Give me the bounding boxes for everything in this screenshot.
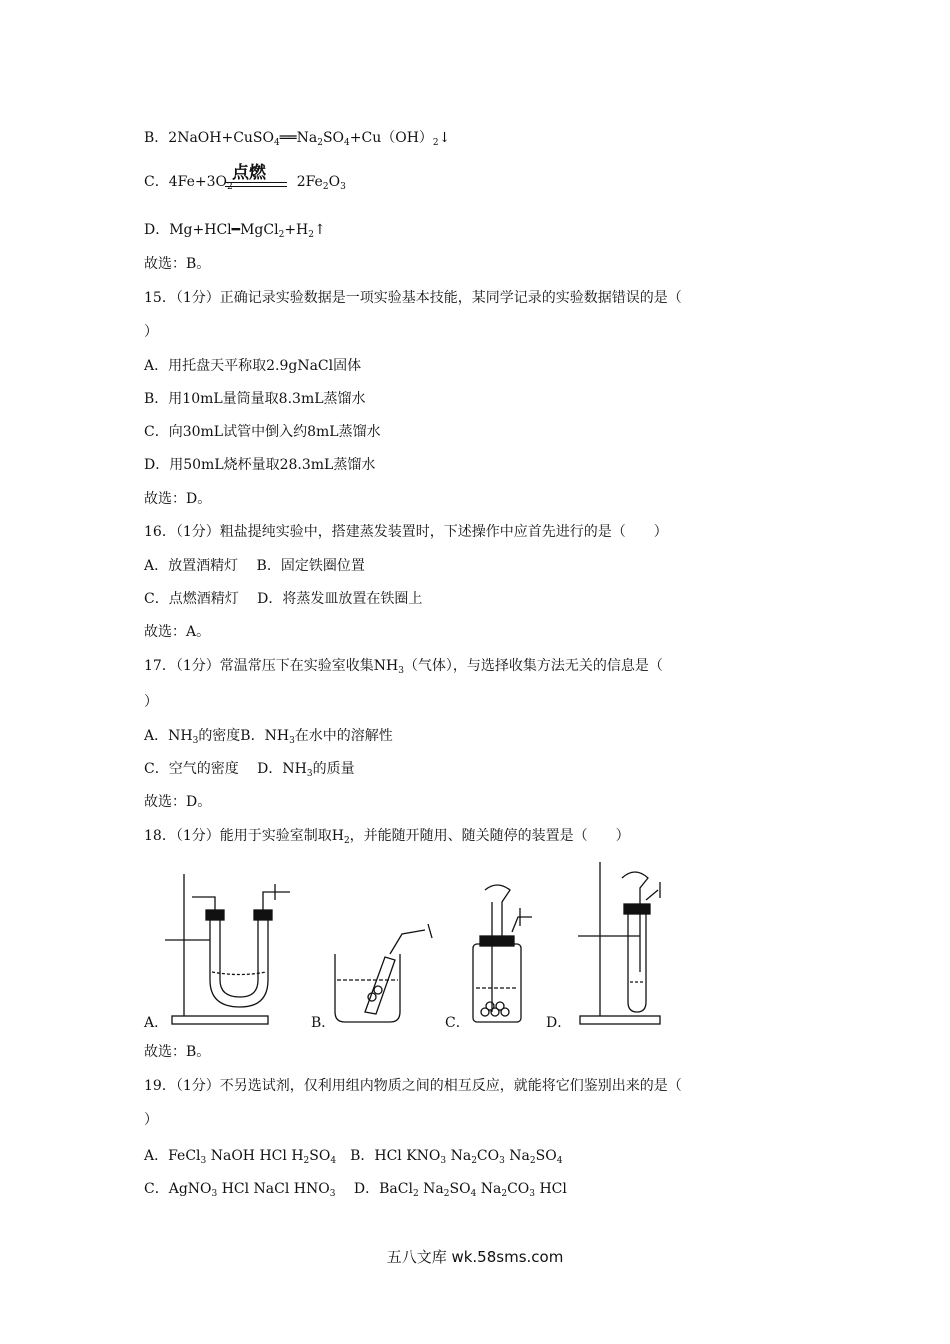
option-16ab: A．放置酒精灯 B．固定铁圈位置 — [144, 558, 365, 574]
option-17cd: C．空气的密度 D．$NH_3$的质量 — [144, 761, 355, 779]
figure-label-c: C． — [445, 1015, 470, 1031]
question-16: 16．（1分）粗盐提纯实验中，搭建蒸发装置时，下述操作中应首先进行的是（ ） — [144, 524, 668, 540]
question-15: 15．（1分）正确记录实验数据是一项实验基本技能，某同学记录的实验数据错误的是（ — [144, 290, 682, 306]
answer-16: 故选：A。 — [144, 624, 211, 640]
option-15d: D．用50mL烧杯量取28.3mL蒸馏水 — [144, 457, 376, 473]
question-15-cont: ） — [144, 324, 158, 340]
apparatus-b — [335, 924, 432, 1022]
apparatus-a — [165, 874, 290, 1024]
option-17ab: A．$NH_3$的密度B．$NH_3$在水中的溶解性 — [144, 728, 393, 746]
figure-label-d: D． — [546, 1015, 572, 1031]
option-16cd: C．点燃酒精灯 D．将蒸发皿放置在铁圈上 — [144, 591, 423, 607]
option-14c: C．$4Fe+3O_2$ $2Fe_2O_3$ — [144, 174, 346, 192]
option-19cd: C．AgNO$_3$ HCl NaCl $HNO_3$ D．BaCl$_2$ $Na_2SO_4$ $Na_2CO_3$ HCl — [144, 1181, 567, 1199]
option-14b: B．$2NaOH+CuSO_4══Na_2SO_4+Cu(OH)_2↓$ — [144, 130, 451, 148]
option-19ab: A．FeCl$_3$ NaOH HCl $H_2SO_4$ B．HCl $KNO_3$ $Na_2CO_3$ $Na_2SO_4$ — [144, 1148, 563, 1166]
question-18: 18．（1分）能用于实验室制取$H_2$，并能随开随用、随关随停的装置是（ ） — [144, 828, 630, 846]
apparatus-d — [578, 862, 660, 1024]
question-19: 19．（1分）不另选试剂，仅利用组内物质之间的相互反应，就能将它们鉴别出来的是（ — [144, 1078, 682, 1094]
option-15c: C．向30mL试管中倒入约8mL蒸馏水 — [144, 424, 381, 440]
question-19-cont: ） — [144, 1112, 158, 1128]
reaction-condition: 点燃 — [232, 163, 266, 183]
option-15a: A．用托盘天平称取2.9gNaCl固体 — [144, 358, 362, 374]
equals-sign — [225, 182, 287, 187]
question-17: 17．（1分）常温常压下在实验室收集$NH_3$（气体），与选择收集方法无关的信息是（ — [144, 658, 663, 676]
question-17-cont: ） — [144, 694, 158, 710]
option-15b: B．用10mL量筒量取8.3mL蒸馏水 — [144, 391, 366, 407]
answer-17: 故选：D。 — [144, 794, 212, 810]
answer-18: 故选：B。 — [144, 1044, 211, 1060]
page-footer: 五八文库 wk.58sms.com — [386, 1248, 564, 1266]
figure-label-a: A． — [144, 1015, 169, 1031]
apparatus-c — [473, 885, 532, 1022]
answer-14: 故选：B。 — [144, 256, 211, 272]
option-14d: D．$Mg+HCl━MgCl_2+H_2↑$ — [144, 222, 326, 240]
answer-15: 故选：D。 — [144, 491, 212, 507]
apparatus-figures — [140, 862, 680, 1032]
figure-label-b: B． — [311, 1015, 336, 1031]
